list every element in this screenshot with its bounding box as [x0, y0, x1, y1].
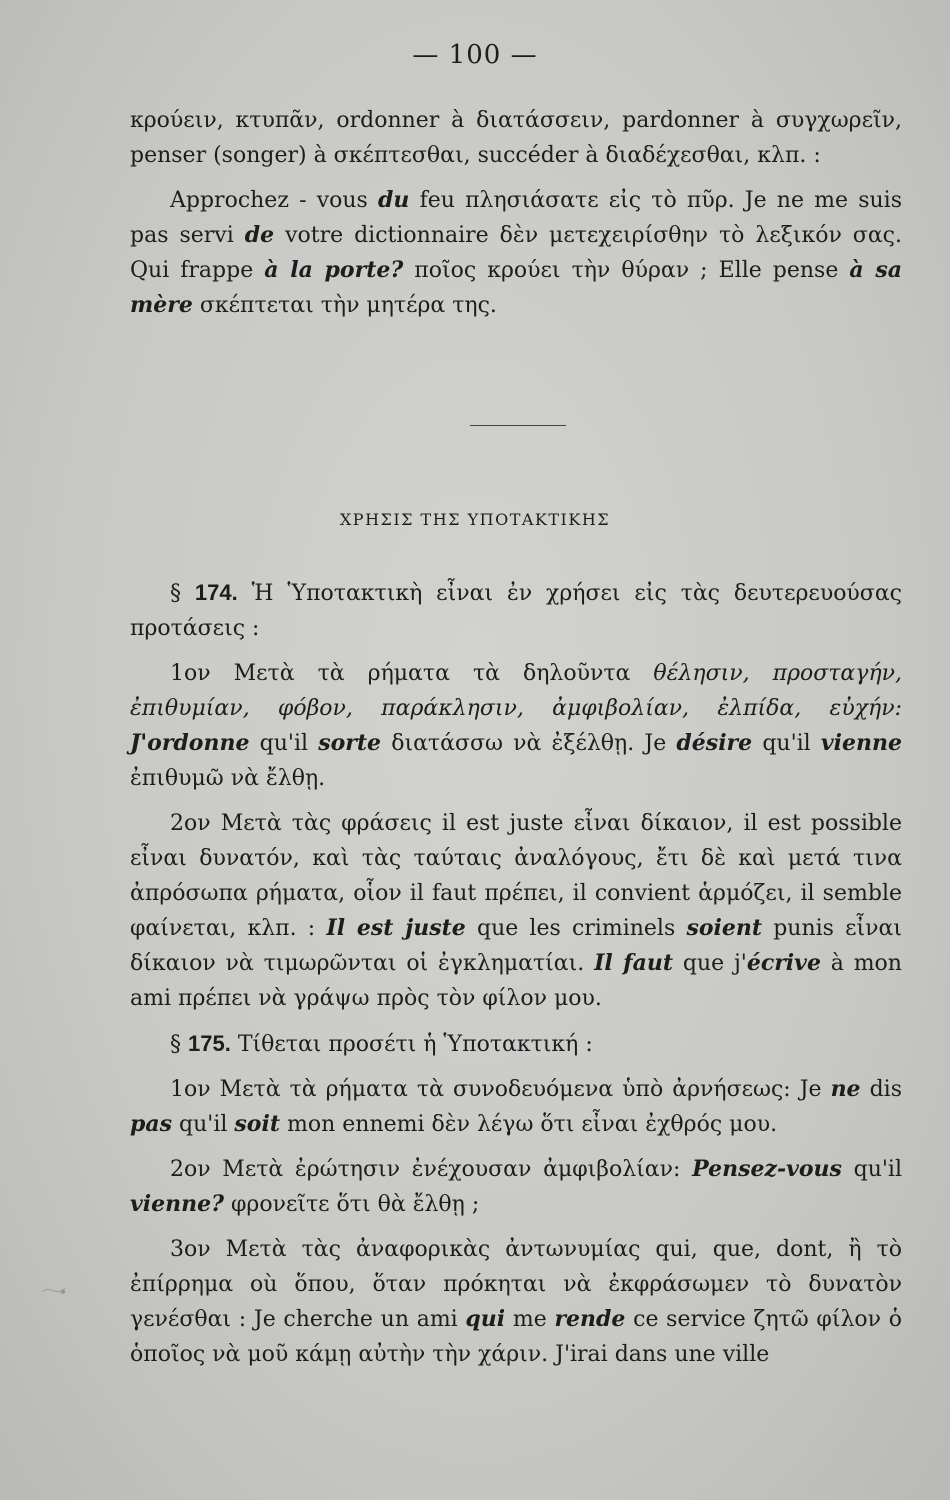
examples-paragraph: Approchez - vous du feu πλησιάσατε εἰς τὸ πῦρ. Je ne me suis pas servi de votre dictionnaire δὲν μετεχειρίσθην τὸ λεξικόν σας. Qui frappe à la porte? ποῖος κρούει τὴν θύραν ; Elle pense à sa mère σκέπτεται τὴν μητέρα της.: [130, 187, 903, 318]
continuation-paragraph: κρούειν, κτυπᾶν, ordonner à διατάσσειν, pardonner à συγχωρεῖν, penser (songer) à σκέπτεσθαι, succéder à διαδέχεσθαι, κλπ. :: [130, 108, 902, 168]
section-title: ΧΡΗΣΙΣ ΤΗΣ ΥΠΟΤΑΚΤΙΚΗΣ: [339, 510, 611, 529]
section-175-intro: § 175. Τίθεται προσέτι ἡ Ὑποτακτική :: [170, 1031, 593, 1057]
section-divider: [470, 425, 566, 426]
continuation-block: [130, 103, 902, 323]
section-mark: §: [170, 1032, 181, 1057]
section-174: [130, 575, 902, 1372]
section-number: 174.: [194, 580, 238, 605]
section-175-point-3: 3ον Μετὰ τὰς ἀναφορικὰς ἀντωνυμίας qui, que, dont, ἢ τὸ ἐπίρρημα où ὅπου, ὅταν πρόκηται νὰ ἐκφράσωμεν τὸ δυνατὸν γενέσθαι : Je cherche un ami qui me rende ce service ζητῶ φίλον ὁ ὁποῖος νὰ μοῦ κάμῃ αὐτὴν τὴν χάριν. J'irai dans une ville: [130, 1237, 902, 1367]
section-175-point-1: 1ον Μετὰ τὰ ρήματα τὰ συνοδευόμενα ὑπὸ ἀρνήσεως: Je ne dis pas qu'il soit mon ennemi δὲν λέγω ὅτι εἶναι ἐχθρός μου.: [130, 1076, 902, 1137]
section-174-point-1: 1ον Μετὰ τὰ ρήματα τὰ δηλοῦντα θέλησιν, προσταγήν, ἐπιθυμίαν, φόβον, παράκλησιν, ἀμφιβολίαν, ἐλπίδα, εὐχήν: J'ordonne qu'il sorte διατάσσω νὰ ἐξέλθῃ. Je désire qu'il vienne ἐπιθυμῶ νὰ ἔλθῃ.: [130, 661, 903, 791]
section-175-point-2: 2ον Μετὰ ἐρώτησιν ἐνέχουσαν ἀμφιβολίαν: Pensez-vous qu'il vienne? φρονεῖτε ὅτι θὰ ἔλθῃ ;: [130, 1156, 902, 1217]
page-number: — 100 —: [412, 40, 538, 70]
section-174-point-2: 2ον Μετὰ τὰς φράσεις il est juste εἶναι δίκαιον, il est possible εἶναι δυνατόν, καὶ τὰς ταύταις ἀναλόγους, ἔτι δὲ καὶ μετά τινα ἀπρόσωπα ρήματα, οἷον il faut πρέπει, il convient ἁρμόζει, il semble φαίνεται, κλπ. : Il est juste que les criminels soient punis εἶναι δίκαιον νὰ τιμωρῶνται οἱ ἐγκληματίαι. Il faut que j'écrive à mon ami πρέπει νὰ γράψω πρὸς τὸν φίλον μου.: [130, 811, 903, 1011]
section-174-intro: § 174. Ἡ Ὑποτακτικὴ εἶναι ἐν χρήσει εἰς τὰς δευτερευούσας προτάσεις :: [130, 580, 903, 641]
section-number: 175.: [188, 1031, 231, 1056]
section-mark: §: [170, 581, 181, 606]
paper-blemish-icon: [35, 1270, 75, 1310]
